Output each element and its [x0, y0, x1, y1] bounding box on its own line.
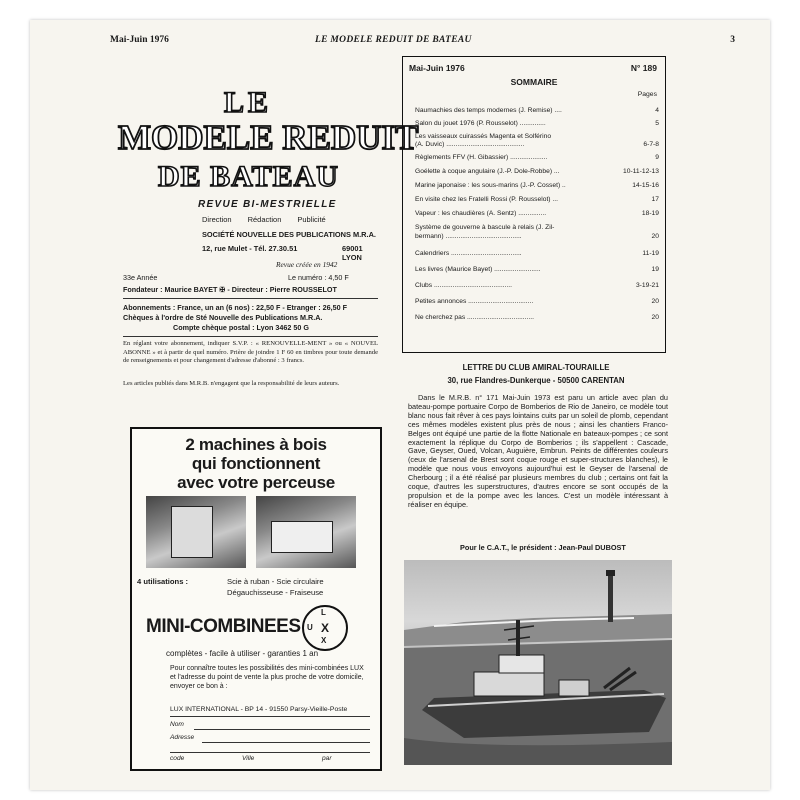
toc-item-title: bermann) .........................................	[415, 233, 522, 240]
role-redaction: Rédaction	[247, 215, 282, 224]
toc-item-pages: 11-19	[642, 250, 659, 257]
toc-item-pages: 14-15-16	[632, 182, 659, 189]
club-letter-title: LETTRE DU CLUB AMIRAL-TOURAILLE	[462, 363, 610, 372]
founded-note: Revue créée en 1942	[276, 260, 338, 269]
coupon-line-blank	[170, 752, 370, 753]
toc-date: Mai-Juin 1976	[409, 63, 465, 73]
club-letter-address: 30, rue Flandres-Dunkerque - 50500 CARENTAN	[447, 376, 625, 385]
header-title: LE MODELE REDUIT DE BATEAU	[315, 35, 472, 45]
toc-pages-label: Pages	[637, 91, 657, 98]
aft-deckhouse	[559, 680, 589, 696]
publisher-city: 69001 LYON	[342, 244, 363, 262]
magazine-page	[30, 20, 770, 790]
toc-item-pages: 17	[651, 196, 659, 203]
subscription-info	[123, 303, 347, 333]
lighthouse	[608, 574, 613, 622]
page-number: 3	[730, 35, 735, 45]
toc-item-title: Calendriers ......................................	[415, 250, 522, 257]
toc-item-pages: 3-19-21	[635, 282, 659, 289]
publisher-name: SOCIÉTÉ NOUVELLE DES PUBLICATIONS M.R.A.	[202, 230, 376, 239]
toc-item-title: Vapeur : les chaudières (A. Sentz) ...............	[415, 210, 547, 217]
toc-item-title: En visite chez les Fratelli Rossi (P. Rousselot) ...	[415, 196, 558, 203]
logo-letter: X	[321, 636, 327, 645]
header-date: Mai-Juin 1976	[110, 35, 169, 45]
subscription-note: En réglant votre abonnement, indiquer S.V.P. : « RENOUVELLE-MENT » ou « NOUVEL ABONNE » et à partir de quel numéro. Prière de joindre 1 F 60 en timbres pour toute demande de renseignements et pour changement d'adresse d'abonné : 3 francs.	[123, 340, 378, 365]
toc-item-pages: 9	[655, 154, 659, 161]
bandsaw-shape	[171, 506, 213, 558]
publisher-address: 12, rue Mulet - Tél. 27.30.51	[202, 244, 298, 253]
toc-item-title: Marine japonaise : les sous-marins (J.-P. Cosset) ..	[415, 182, 566, 189]
toc-item-title: Goélette à coque angulaire (J.-P. Dole-Robbe) ...	[415, 168, 560, 175]
divider	[123, 298, 378, 299]
toc-item-pages: 20	[651, 298, 659, 305]
coupon-line-nom	[194, 729, 370, 730]
logo-letter: U	[307, 623, 313, 632]
toc-item-title: Les livres (Maurice Bayet) .........................	[415, 266, 541, 273]
role-direction: Direction	[202, 215, 232, 224]
toc-item-pages: 5	[655, 120, 659, 127]
masthead	[118, 60, 419, 390]
toc-item-pages: 10-11-12-13	[623, 168, 659, 175]
lighthouse-top	[606, 570, 615, 576]
toc-item-pages: 19	[651, 266, 659, 273]
ad-headline-2: qui fonctionnent	[191, 454, 321, 473]
toc-item-title: Règlements FFV (H. Gibassier) ....................	[415, 154, 548, 161]
fireboat-model-photo	[404, 560, 672, 765]
product-name: MINI-COMBINEES	[146, 616, 301, 637]
toc-item-pages: 6-7-8	[643, 141, 659, 148]
ad-headline-3: avec votre perceuse	[177, 473, 335, 492]
toc-item-pages: 20	[651, 314, 659, 321]
machine-photo-1	[146, 496, 246, 568]
superstructure	[474, 672, 544, 696]
toc-item-pages: 4	[655, 107, 659, 114]
toc-item-title: Naumachies des temps modernes (J. Remise) ....	[415, 107, 562, 114]
toc-item-title: Salon du jouet 1976 (P. Rousselot) ..............	[415, 120, 546, 127]
club-letter-signature: Pour le C.A.T., le président : Jean-Paul DUBOST	[460, 543, 626, 552]
toc-item-pages: 18-19	[641, 210, 659, 217]
coupon-field-par: par	[322, 755, 332, 762]
circular-saw-shape	[271, 521, 333, 553]
logo-letter: L	[321, 608, 326, 617]
club-letter-body	[408, 394, 668, 510]
divider	[123, 336, 378, 337]
coupon-field-ville: Ville	[242, 755, 255, 762]
issue-number: N° 189	[630, 63, 657, 73]
issue-price: Le numéro : 4,50 F	[288, 273, 349, 282]
responsibility-notice: Les articles publiés dans M.R.B. n'engagent que la responsabilité de leurs auteurs.	[123, 380, 340, 387]
product-features: complètes - facile à utiliser - garanties 1 an	[166, 649, 319, 658]
masthead-title-line3: DE BATEAU	[158, 160, 339, 193]
ad-paragraph: Pour connaître toutes les possibilités des mini-combinées LUX et l'adresse du point de vente la plus proche de votre domicile, envoyer ce bon à :	[170, 665, 364, 690]
cheque-info: Chèques à l'ordre de Sté Nouvelle des Publications M.R.A.	[123, 313, 323, 322]
toc-item-title: Les vaisseaux cuirassés Magenta et Solférino	[415, 133, 552, 140]
table-of-contents	[402, 56, 666, 353]
masthead-title-line2: MODELE REDUIT	[118, 118, 419, 157]
machine-photo-2	[256, 496, 356, 568]
masthead-roles	[202, 215, 326, 224]
ad-headline-1: 2 machines à bois	[185, 435, 327, 454]
club-letter-text: Dans le M.R.B. n° 171 Mai-Juin 1973 est paru un article avec plan du bateau-pompe portuaire Corpo de Bomberios de Rio de Janeiro, ce modèle tout blanc nous fait rêver à ces pays lointains cuits par un soleil de plomb, cependant ces mêmes modèles existent plus près de nous ; ainsi les chantiers Franco-Belges ont équipé une partie de la flotte Nationale en bateaux-pompes ; ce sont exactement la réplique du Corpo de Bomberios ; ils s'appellent : Cascade, Gave, Geyser, Oued, Volcan, Auguière, Embrun. Peints de différentes couleurs (ceux de l'arsenal de Brest sont coque rouge et super-structures blanches), le modèle que nous vous envoyons aujourd'hui est le Geyser de l'arsenal de Cherbourg ; il a été réalisé par plusieurs membres du club ; certains ont fait la coque, d'autres les superstructures, d'autres encore se sont occupés de la propulsion et de la pompe avec les lances. C'est un modèle intéressant à réaliser en équipe.	[408, 393, 669, 509]
toc-item-pages: 20	[651, 233, 659, 240]
coupon-rule	[170, 716, 370, 717]
ship-illustration	[404, 560, 672, 765]
coupon-address: LUX INTERNATIONAL - BP 14 - 91550 Parsy-Vieille-Poste	[170, 706, 348, 713]
toc-title: SOMMAIRE	[510, 77, 558, 87]
toc-item-title: Système de gouverne à bascule à relais (J. Zil-	[415, 224, 555, 231]
bridge	[499, 655, 544, 673]
toc-item-title: Ne cherchez pas ....................................	[415, 314, 534, 321]
hull	[422, 690, 666, 738]
logo-letter: X	[321, 621, 330, 635]
toc-item-title: (A. Duvic) ..........................................	[415, 141, 525, 148]
coupon-field-code: code	[170, 755, 185, 762]
toc-item-title: Clubs ..........................................	[415, 282, 512, 289]
uses-label: 4 utilisations :	[137, 577, 189, 586]
volume-year: 33e Année	[123, 273, 158, 282]
founder-director: Fondateur : Maurice BAYET ✠ - Directeur : Pierre ROUSSELOT	[123, 285, 337, 294]
lux-advertisement	[130, 427, 382, 771]
coupon-line-adresse	[202, 742, 370, 743]
subscription-rates: Abonnements : France, un an (6 nos) : 22,50 F - Etranger : 26,50 F	[123, 303, 348, 312]
coupon-field-adresse: Adresse	[170, 734, 195, 741]
postal-account: Compte chèque postal : Lyon 3462 50 G	[173, 323, 309, 332]
masthead-title-le: LE	[223, 86, 273, 119]
toc-item-title: Petites annonces ...................................	[415, 298, 534, 305]
coupon-field-nom: Nom	[170, 721, 184, 728]
uses-line-1: Scie à ruban - Scie circulaire	[227, 577, 324, 586]
role-publicite: Publicité	[297, 215, 326, 224]
uses-line-2: Dégauchisseuse - Fraiseuse	[227, 588, 324, 597]
lux-logo	[302, 605, 348, 651]
masthead-subtitle: REVUE BI-MESTRIELLE	[198, 199, 337, 210]
